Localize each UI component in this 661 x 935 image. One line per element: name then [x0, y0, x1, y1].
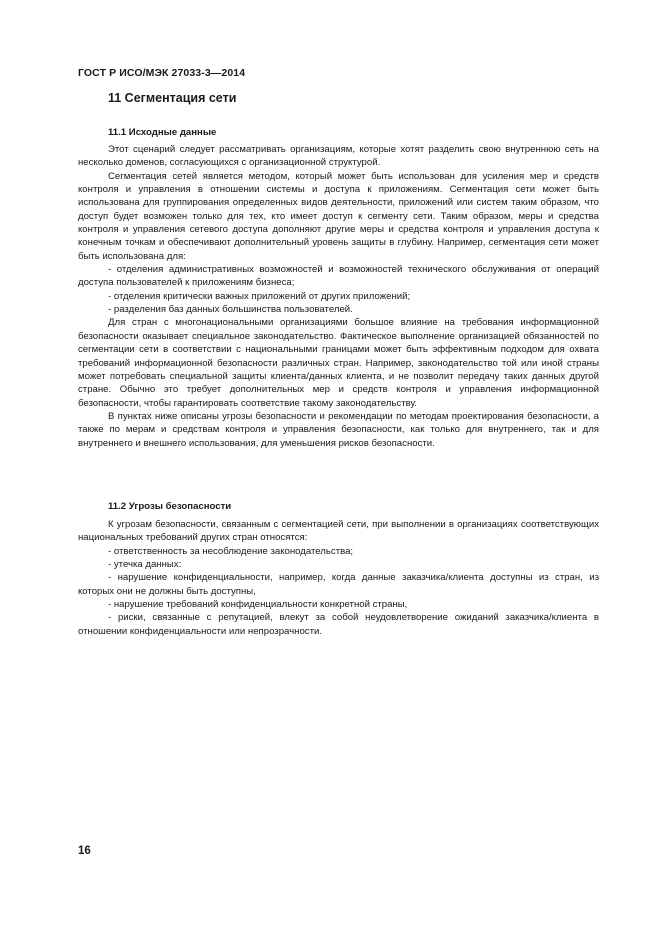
paragraph: Сегментация сетей является методом, который может быть использован для усиления мер и средств контроля и управления в отношении системы и доступа к приложениям. Сегментация сети может быть использована для группирования определенных видов деятельности, приложений или систем таким образом, что доступ будет возможен только для тех, кто имеет доступ к сегменту сети. Таким образом, меры и средства контроля и управления сетевого доступа дополняют другие меры и средства контроля и управления доступа к конечным точкам и обеспечивают дополнительный уровень защиты в глубину. Например, сегментация сети может быть использована для:: [78, 170, 599, 262]
section-title: 11 Сегментация сети: [108, 91, 237, 105]
list-item: - разделения баз данных большинства пользователей.: [108, 304, 353, 316]
list-item: - ответственность за несоблюдение законодательства;: [108, 545, 354, 557]
paragraph: В пунктах ниже описаны угрозы безопасности и рекомендации по методам проектирования безопасности, а также по мерам и средствам контроля и управления безопасности, как только для внутреннего, так и для внутреннего и внешнего использования, для уменьшения рисков безопасности.: [78, 410, 599, 449]
subsection-title-11-1: 11.1 Исходные данные: [108, 127, 217, 138]
paragraph: Этот сценарий следует рассматривать организациям, которые хотят разделить свою внутреннюю сеть на несколько доменов, согласующихся с организационной структурой.: [78, 144, 599, 169]
page-number: 16: [78, 845, 91, 857]
subsection-body-11-1: [78, 143, 599, 450]
list-item: - утечка данных:: [108, 559, 182, 571]
document-code: ГОСТ Р ИСО/МЭК 27033-3—2014: [78, 67, 246, 79]
list-item: - нарушение конфиденциальности, например, когда данные заказчика/клиента доступны из стран, из которых они не должны быть доступны,: [78, 572, 599, 597]
paragraph: К угрозам безопасности, связанным с сегментацией сети, при выполнении в организациях соответствующих национальных требований других стран относятся:: [78, 519, 599, 544]
list-item: - отделения критически важных приложений от других приложений;: [108, 290, 411, 302]
subsection-body-11-2: [78, 518, 599, 638]
subsection-title-11-2: 11.2 Угрозы безопасности: [108, 501, 232, 512]
list-item: - риски, связанные с репутацией, влекут за собой неудовлетворение ожиданий заказчика/клиента в отношении конфиденциальности или непрозрачности.: [78, 612, 599, 637]
paragraph: Для стран с многонациональными организациями большое влияние на требования информационной безопасности оказывает специальное законодательство. Фактическое выполнение организацией обязанностей по сегментации сети в соответствии с национальными границами может быть эффективным подходом для охвата требований информационной безопасности различных стран. Например, законодательство той или иной страны может потребовать специальной защиты клиента/данных клиента, и не позволит передачу таких данных другой стране. Обычно это требует дополнительных мер и средств контроля и управления информационной безопасности, чтобы гарантировать соответствие такому законодательству.: [78, 317, 599, 409]
list-item: - нарушение требований конфиденциальности конкретной страны,: [108, 599, 408, 611]
list-item: - отделения административных возможностей и возможностей технического обслуживания от операций доступа пользователей к приложениям бизнеса;: [78, 264, 599, 289]
